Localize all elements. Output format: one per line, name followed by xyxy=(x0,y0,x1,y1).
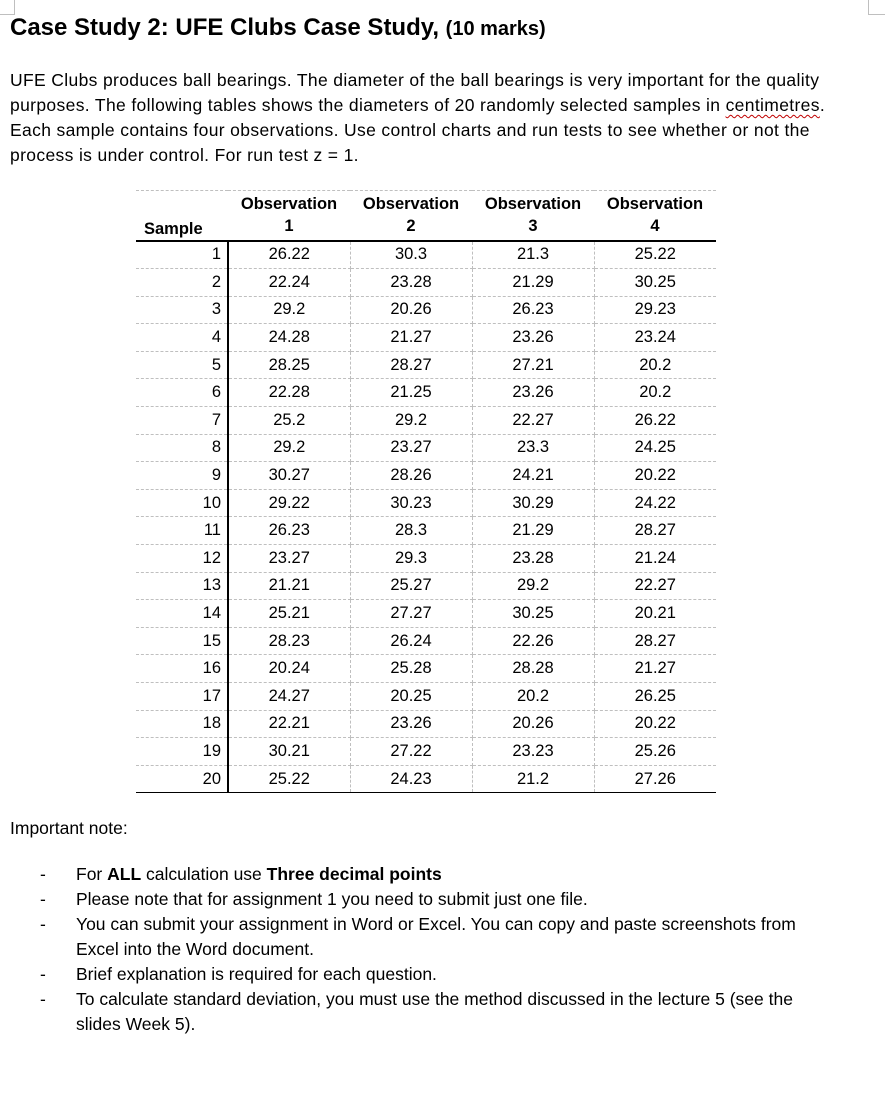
observation-cell: 27.27 xyxy=(350,600,472,628)
header-observation-1: Observation 1 xyxy=(228,191,350,241)
document-title xyxy=(10,14,546,42)
observation-cell: 26.22 xyxy=(228,241,350,269)
observation-cell: 24.21 xyxy=(472,462,594,490)
table-row xyxy=(136,738,716,766)
sample-number-cell: 6 xyxy=(136,379,228,407)
header-observation-2: Observation 2 xyxy=(350,191,472,241)
observation-cell: 22.21 xyxy=(228,710,350,738)
intro-paragraph xyxy=(10,68,830,168)
observation-cell: 21.21 xyxy=(228,572,350,600)
observation-cell: 29.2 xyxy=(472,572,594,600)
table-row xyxy=(136,683,716,711)
note-dash: - xyxy=(40,989,46,1009)
observation-cell: 20.22 xyxy=(594,462,716,490)
observation-cell: 29.2 xyxy=(228,434,350,462)
observation-cell: 24.22 xyxy=(594,489,716,517)
observation-cell: 29.3 xyxy=(350,545,472,573)
observation-cell: 21.2 xyxy=(472,765,594,793)
table-row xyxy=(136,434,716,462)
note-item-decimal-points: - For ALL calculation use Three decimal points xyxy=(40,862,840,887)
table-header-row xyxy=(136,191,716,241)
sample-number-cell: 17 xyxy=(136,683,228,711)
table-row xyxy=(136,655,716,683)
sample-number-cell: 5 xyxy=(136,351,228,379)
observation-cell: 25.22 xyxy=(228,765,350,793)
observation-cell: 22.26 xyxy=(472,627,594,655)
observation-cell: 23.23 xyxy=(472,738,594,766)
table-row xyxy=(136,627,716,655)
sample-number-cell: 20 xyxy=(136,765,228,793)
observation-cell: 25.22 xyxy=(594,241,716,269)
observation-cell: 23.27 xyxy=(228,545,350,573)
note-item-word-excel: - You can submit your assignment in Word or Excel. You can copy and paste screenshots from Excel into the Word document. xyxy=(40,914,796,959)
page-corner-left xyxy=(0,0,15,15)
observation-cell: 30.21 xyxy=(228,738,350,766)
note-dash: - xyxy=(40,864,46,884)
diameter-table xyxy=(136,190,716,793)
sample-number-cell: 15 xyxy=(136,627,228,655)
table-row xyxy=(136,600,716,628)
observation-cell: 22.27 xyxy=(472,407,594,435)
sample-number-cell: 3 xyxy=(136,296,228,324)
observation-cell: 27.22 xyxy=(350,738,472,766)
observation-cell: 30.27 xyxy=(228,462,350,490)
observation-cell: 23.24 xyxy=(594,324,716,352)
observation-cell: 22.24 xyxy=(228,269,350,297)
observation-cell: 22.28 xyxy=(228,379,350,407)
observation-cell: 26.23 xyxy=(228,517,350,545)
intro-part1: UFE Clubs produces ball bearings. The diameter of the ball bearings is very important for the quality purposes. The following tables shows the diameters of 20 randomly selected samples in xyxy=(10,70,820,115)
table-row xyxy=(136,296,716,324)
sample-number-cell: 14 xyxy=(136,600,228,628)
header-sample: Sample xyxy=(136,191,228,241)
page-corner-right xyxy=(868,0,885,15)
observation-cell: 23.28 xyxy=(472,545,594,573)
table-row xyxy=(136,710,716,738)
notes-list xyxy=(40,862,840,1037)
observation-cell: 30.25 xyxy=(472,600,594,628)
observation-cell: 28.28 xyxy=(472,655,594,683)
table-row xyxy=(136,269,716,297)
table-row xyxy=(136,517,716,545)
observation-cell: 20.2 xyxy=(594,379,716,407)
sample-number-cell: 4 xyxy=(136,324,228,352)
table-row xyxy=(136,324,716,352)
observation-cell: 20.2 xyxy=(594,351,716,379)
intro-part2: . Each sample contains four observations. Use control charts and run tests to see whether or not the process is under control. For run test z = 1. xyxy=(10,95,826,165)
sample-number-cell: 8 xyxy=(136,434,228,462)
observation-cell: 25.2 xyxy=(228,407,350,435)
observation-cell: 30.29 xyxy=(472,489,594,517)
table-row xyxy=(136,351,716,379)
sample-number-cell: 1 xyxy=(136,241,228,269)
header-observation-4: Observation 4 xyxy=(594,191,716,241)
observation-cell: 28.26 xyxy=(350,462,472,490)
observation-cell: 20.26 xyxy=(472,710,594,738)
sample-number-cell: 13 xyxy=(136,572,228,600)
observation-cell: 23.26 xyxy=(472,379,594,407)
observation-cell: 20.25 xyxy=(350,683,472,711)
observation-cell: 21.27 xyxy=(350,324,472,352)
observation-cell: 29.22 xyxy=(228,489,350,517)
title-marks: (10 marks) xyxy=(445,18,546,40)
sample-number-cell: 16 xyxy=(136,655,228,683)
note-dash: - xyxy=(40,914,46,934)
observation-cell: 21.25 xyxy=(350,379,472,407)
observation-cell: 21.24 xyxy=(594,545,716,573)
note-item-one-file: - Please note that for assignment 1 you need to submit just one file. xyxy=(40,887,840,912)
table-row xyxy=(136,241,716,269)
header-observation-3: Observation 3 xyxy=(472,191,594,241)
observation-cell: 26.24 xyxy=(350,627,472,655)
sample-number-cell: 10 xyxy=(136,489,228,517)
observation-cell: 20.24 xyxy=(228,655,350,683)
observation-cell: 20.2 xyxy=(472,683,594,711)
table-row xyxy=(136,379,716,407)
observation-cell: 30.23 xyxy=(350,489,472,517)
observation-cell: 29.2 xyxy=(228,296,350,324)
observation-cell: 28.25 xyxy=(228,351,350,379)
observation-cell: 30.3 xyxy=(350,241,472,269)
observation-cell: 23.28 xyxy=(350,269,472,297)
observation-cell: 28.23 xyxy=(228,627,350,655)
sample-number-cell: 2 xyxy=(136,269,228,297)
observation-cell: 20.22 xyxy=(594,710,716,738)
observation-cell: 28.27 xyxy=(594,627,716,655)
note-dash: - xyxy=(40,889,46,909)
table-row xyxy=(136,765,716,793)
table-row xyxy=(136,462,716,490)
observation-cell: 21.3 xyxy=(472,241,594,269)
sample-number-cell: 19 xyxy=(136,738,228,766)
observation-cell: 21.29 xyxy=(472,517,594,545)
observation-cell: 24.28 xyxy=(228,324,350,352)
note-item-standard-deviation: - To calculate standard deviation, you must use the method discussed in the lecture 5 (see the slides Week 5). xyxy=(40,989,793,1034)
sample-number-cell: 9 xyxy=(136,462,228,490)
observation-cell: 29.2 xyxy=(350,407,472,435)
observation-cell: 26.25 xyxy=(594,683,716,711)
observation-cell: 23.3 xyxy=(472,434,594,462)
table-row xyxy=(136,489,716,517)
observation-cell: 27.21 xyxy=(472,351,594,379)
observation-cell: 28.3 xyxy=(350,517,472,545)
spellcheck-word: centimetres xyxy=(725,95,820,115)
observation-cell: 23.26 xyxy=(350,710,472,738)
sample-number-cell: 11 xyxy=(136,517,228,545)
observation-cell: 23.26 xyxy=(472,324,594,352)
observation-cell: 28.27 xyxy=(350,351,472,379)
title-text: Case Study 2: UFE Clubs Case Study, xyxy=(10,14,446,41)
sample-number-cell: 7 xyxy=(136,407,228,435)
table-row xyxy=(136,407,716,435)
observation-cell: 23.27 xyxy=(350,434,472,462)
observation-cell: 24.23 xyxy=(350,765,472,793)
observation-cell: 21.27 xyxy=(594,655,716,683)
observation-cell: 26.22 xyxy=(594,407,716,435)
observation-cell: 26.23 xyxy=(472,296,594,324)
observation-cell: 24.25 xyxy=(594,434,716,462)
sample-number-cell: 12 xyxy=(136,545,228,573)
observation-cell: 25.27 xyxy=(350,572,472,600)
observation-cell: 29.23 xyxy=(594,296,716,324)
observation-cell: 30.25 xyxy=(594,269,716,297)
observation-cell: 21.29 xyxy=(472,269,594,297)
observation-cell: 20.21 xyxy=(594,600,716,628)
observation-cell: 20.26 xyxy=(350,296,472,324)
observation-cell: 22.27 xyxy=(594,572,716,600)
observation-cell: 25.21 xyxy=(228,600,350,628)
table-row xyxy=(136,545,716,573)
note-dash: - xyxy=(40,964,46,984)
table-row xyxy=(136,572,716,600)
note-item-explanation: - Brief explanation is required for each question. xyxy=(40,962,840,987)
observation-cell: 25.28 xyxy=(350,655,472,683)
observation-cell: 24.27 xyxy=(228,683,350,711)
observation-cell: 25.26 xyxy=(594,738,716,766)
sample-number-cell: 18 xyxy=(136,710,228,738)
table-body xyxy=(136,241,716,793)
observation-cell: 27.26 xyxy=(594,765,716,793)
observation-cell: 28.27 xyxy=(594,517,716,545)
important-note-heading: Important note: xyxy=(10,818,128,838)
